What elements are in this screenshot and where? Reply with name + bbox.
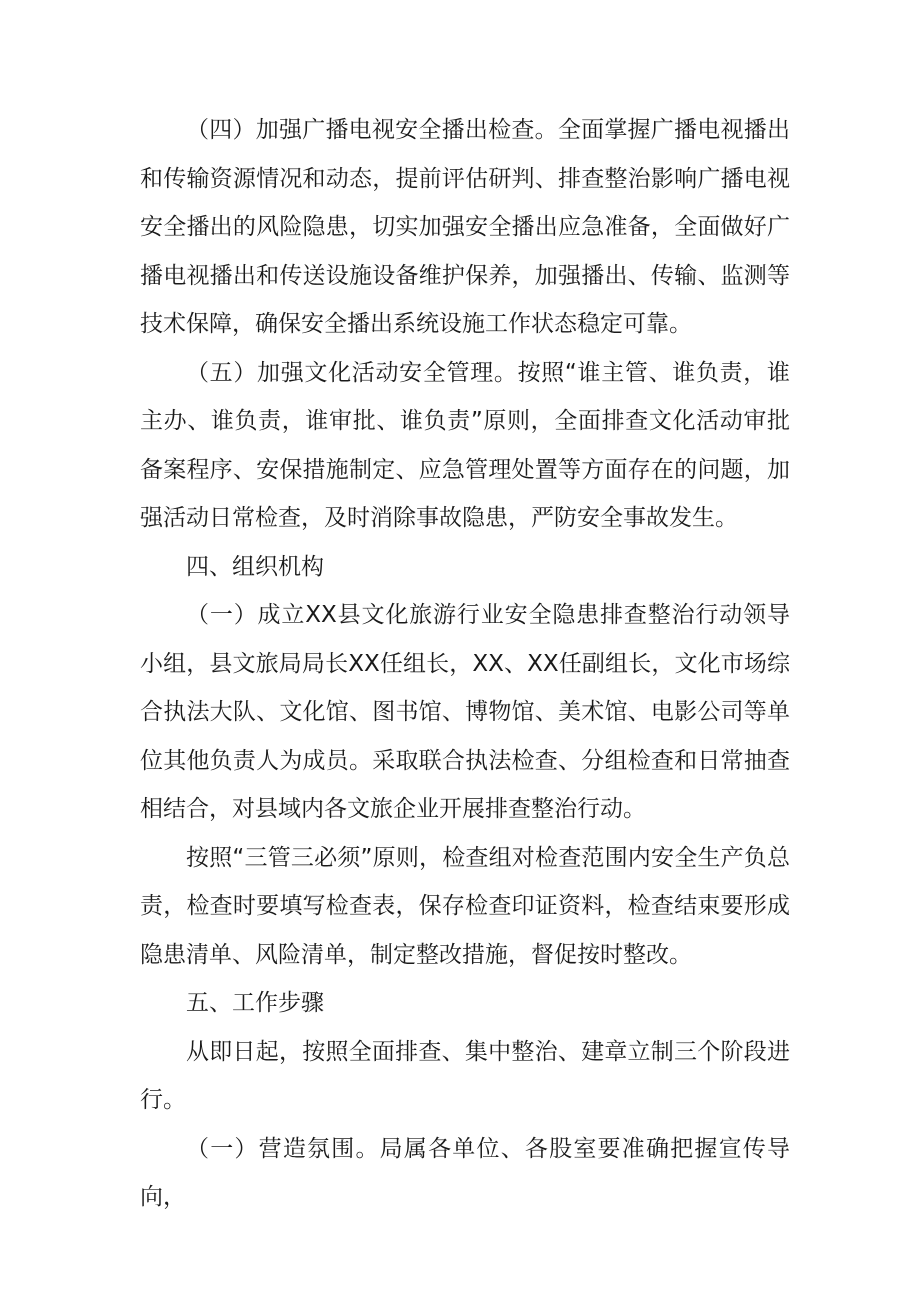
paragraph-leading-group: （一）成立XX县文化旅游行业安全隐患排查整治行动领导小组，县文旅局局长XX任组长，XX、XX任副组长，文化市场综合执法大队、文化馆、图书馆、博物馆、美术馆、电影公司等单位其他负责人为成员。采取联合执法检查、分组检查和日常抽查相结合，对县域内各文旅企业开展排查整治行动。 — [140, 602, 790, 822]
paragraph-three-stages: 从即日起，按照全面排查、集中整治、建章立制三个阶段进行。 — [140, 1038, 790, 1113]
paragraph-create-atmosphere: （一）营造氛围。局属各单位、各股室要准确把握宣传导向， — [140, 1135, 790, 1210]
document-body — [140, 106, 790, 1222]
section-heading-organization: 四、组织机构 — [186, 553, 324, 580]
paragraph-cultural-activity-safety: （五）加强文化活动安全管理。按照“谁主管、谁负责，谁主办、谁负责，谁审批、谁负责”原则，全面排查文化活动审批备案程序、安保措施制定、应急管理处置等方面存在的问题，加强活动日常检查，及时消除事故隐患，严防安全事故发生。 — [140, 359, 790, 531]
paragraph-inspection-principle: 按照“三管三必须”原则，检查组对检查范围内安全生产负总责，检查时要填写检查表，保存检查印证资料，检查结束要形成隐患清单、风险清单，制定整改措施，督促按时整改。 — [140, 844, 790, 968]
section-heading-work-steps: 五、工作步骤 — [186, 990, 324, 1016]
paragraph-broadcast-safety: （四）加强广播电视安全播出检查。全面掌握广播电视播出和传输资源情况和动态，提前评估研判、排查整治影响广播电视安全播出的风险隐患，切实加强安全播出应急准备，全面做好广播电视播出和传送设施设备维护保养，加强播出、传输、监测等技术保障，确保安全播出系统设施工作状态稳定可靠。 — [140, 117, 790, 337]
